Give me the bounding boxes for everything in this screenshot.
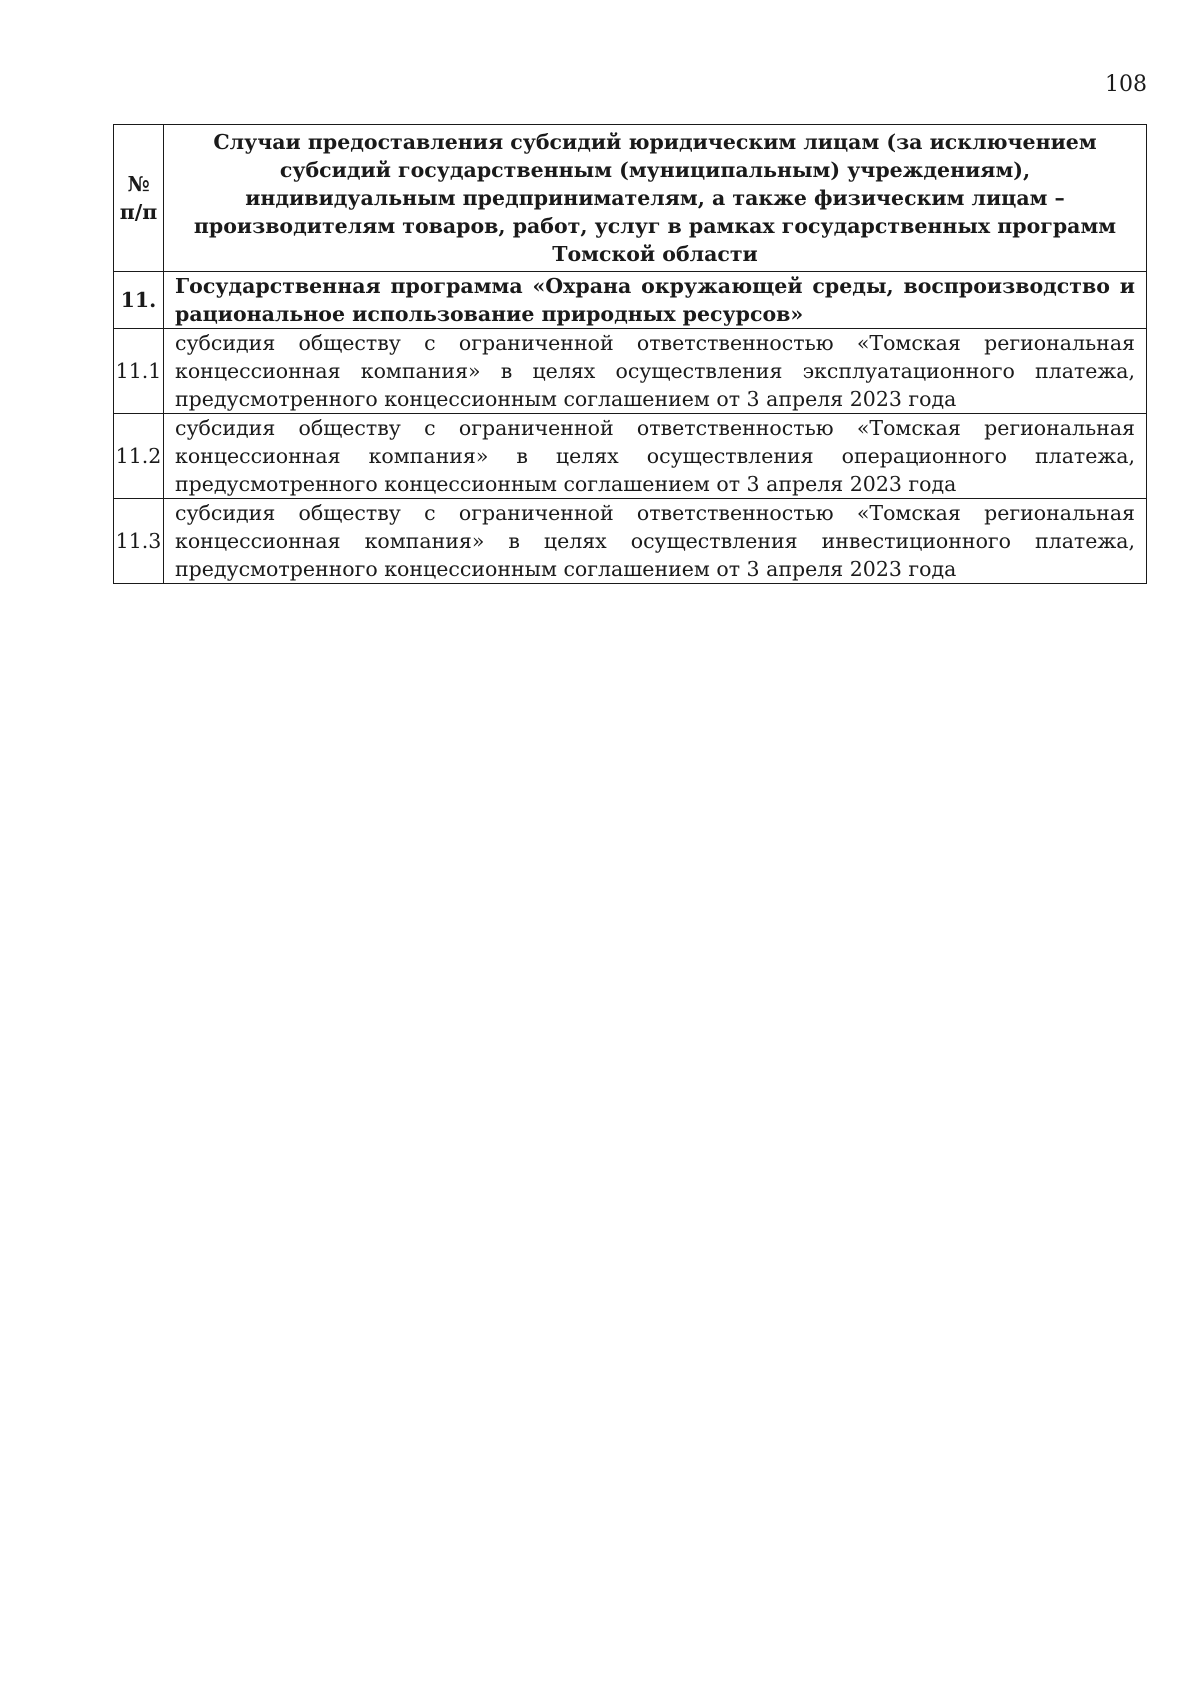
header-number-cell — [114, 125, 164, 272]
section-row — [114, 272, 1147, 329]
page-number: 108 — [1105, 72, 1147, 97]
header-number-abbrev: п/п — [119, 200, 158, 224]
row-text: субсидия обществу с ограниченной ответственностью «Томская региональная концессионная компания» в целях осуществления операционного платежа, предусмотренного концессионным соглашением от 3 апреля 2023 года — [164, 414, 1147, 499]
header-title-cell: Случаи предоставления субсидий юридическим лицам (за исключением субсидий государственным (муниципальным) учреждениям), индивидуальным предпринимателям, а также физическим лицам – производителям товаров, работ, услуг в рамках государственных программ Томской области — [164, 125, 1147, 272]
table-row — [114, 329, 1147, 414]
row-text: субсидия обществу с ограниченной ответственностью «Томская региональная концессионная компания» в целях осуществления эксплуатационного платежа, предусмотренного концессионным соглашением от 3 апреля 2023 года — [164, 329, 1147, 414]
subsidy-cases-table — [113, 124, 1147, 584]
section-number: 11. — [114, 272, 164, 329]
section-title: Государственная программа «Охрана окружающей среды, воспроизводство и рациональное использование природных ресурсов» — [164, 272, 1147, 329]
header-number-symbol: № — [127, 172, 150, 196]
row-number: 11.3 — [114, 499, 164, 584]
table-row — [114, 499, 1147, 584]
table-header-row — [114, 125, 1147, 272]
row-number: 11.2 — [114, 414, 164, 499]
table-row — [114, 414, 1147, 499]
row-text: субсидия обществу с ограниченной ответственностью «Томская региональная концессионная компания» в целях осуществления инвестиционного платежа, предусмотренного концессионным соглашением от 3 апреля 2023 года — [164, 499, 1147, 584]
row-number: 11.1 — [114, 329, 164, 414]
